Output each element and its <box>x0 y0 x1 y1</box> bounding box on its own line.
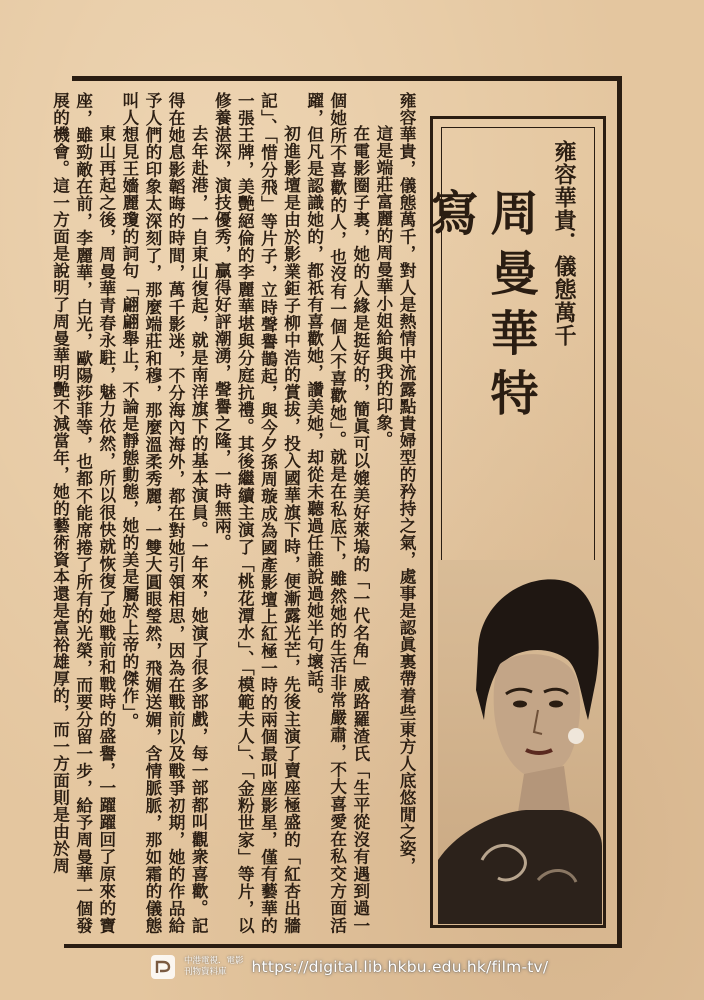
bottom-rule <box>64 944 622 948</box>
portrait-photo <box>438 560 602 924</box>
library-logo-icon <box>150 954 176 980</box>
library-watermark <box>150 952 548 982</box>
article-paragraph: 這是端莊富麗的周曼華小姐給與我的印象。 <box>373 125 394 449</box>
library-url[interactable]: https://digital.lib.hkbu.edu.hk/film-tv/ <box>251 958 549 976</box>
right-rule <box>617 76 622 944</box>
library-org-line2: 刊物資料庫 <box>184 967 227 977</box>
library-org-name <box>184 956 244 978</box>
article-paragraph: 東山再起之後，周曼華青春永駐，魅力依然，所以很快就恢復了她戰前和戰時的盛譽，一躍躍回了原來的寶座，雖勁敵在前，李麗華，白光，歐陽莎菲等，也都不能席捲了所有的光榮，而要分留一步，給予周曼華一個發展的機會。這一方面是說明了周曼華明艷不減當年，她的藝術資本還是富裕雄厚的，而一方面則是由於周 <box>50 92 117 934</box>
article-body <box>50 92 418 934</box>
article-paragraph: 在電影圈子裏，她的人緣是挺好的，簡眞可以媲美好萊塢的「一代名角」威路羅渣氏「生平從沒有遇到過一個她所不喜歡的人，也沒有一個人不喜歡她」。就是在私底下，雖然她的生活非常嚴肅，不大喜愛在私交方面活躍，但凡是認識她的，都祇有喜歡她，讚美她，却從未聽過任誰說過她半句壞話。 <box>304 92 371 934</box>
article-subtitle: 雍容華貴．儀態萬千 <box>551 140 577 347</box>
top-rule <box>72 76 620 81</box>
article-title: 周曼華特寫 <box>422 188 538 428</box>
article-paragraph: 去年赴港，一自東山復起，就是南洋旗下的基本演員。一年來，她演了很多部戲，每一部都叫觀衆喜歡。記得在她息影韜晦的時間，萬千影迷，不分海內海外，都在對她引領相思，因為在戰前以及戰爭初期，她的作品給予人們的印象太深刻了，那麼端莊和穆，那麼溫柔秀麗，一雙大圓眼瑩然，飛媚送媚，含情脈脈，那如霜的儀態叫人想見王嬙麗瓊的詞句「翩翩舉止，不論是靜態動態，她的美是屬於上帝的傑作」。 <box>119 92 210 934</box>
article-paragraph: 雍容華貴，儀態萬千，對人是熱情中流露點貴婦型的矜持之氣，處事是認眞裏帶着些東方人底悠閒之姿， <box>397 92 417 874</box>
article-paragraph: 初進影壇是由於影業鉅子柳中浩的賞拔，投入國華旗下時，便漸露光芒，先後主演了賣座極盛的「紅杏出牆記」、「惜分飛」等片子，立時聲譽鵲起，與今夕孫周璇成為國產影壇上紅極一時的兩個最叫座影星，僅有藝華的一張王牌，美艷絕倫的李麗華堪與分庭抗禮。其後繼續主演了「桃花潭水」、「模範夫人」、「金粉世家」等片，以修養湛深，演技優秀，贏得好評潮湧，聲譽之隆，一時無兩。 <box>212 92 302 934</box>
library-org-line1: 中港電視．電影 <box>184 956 244 966</box>
